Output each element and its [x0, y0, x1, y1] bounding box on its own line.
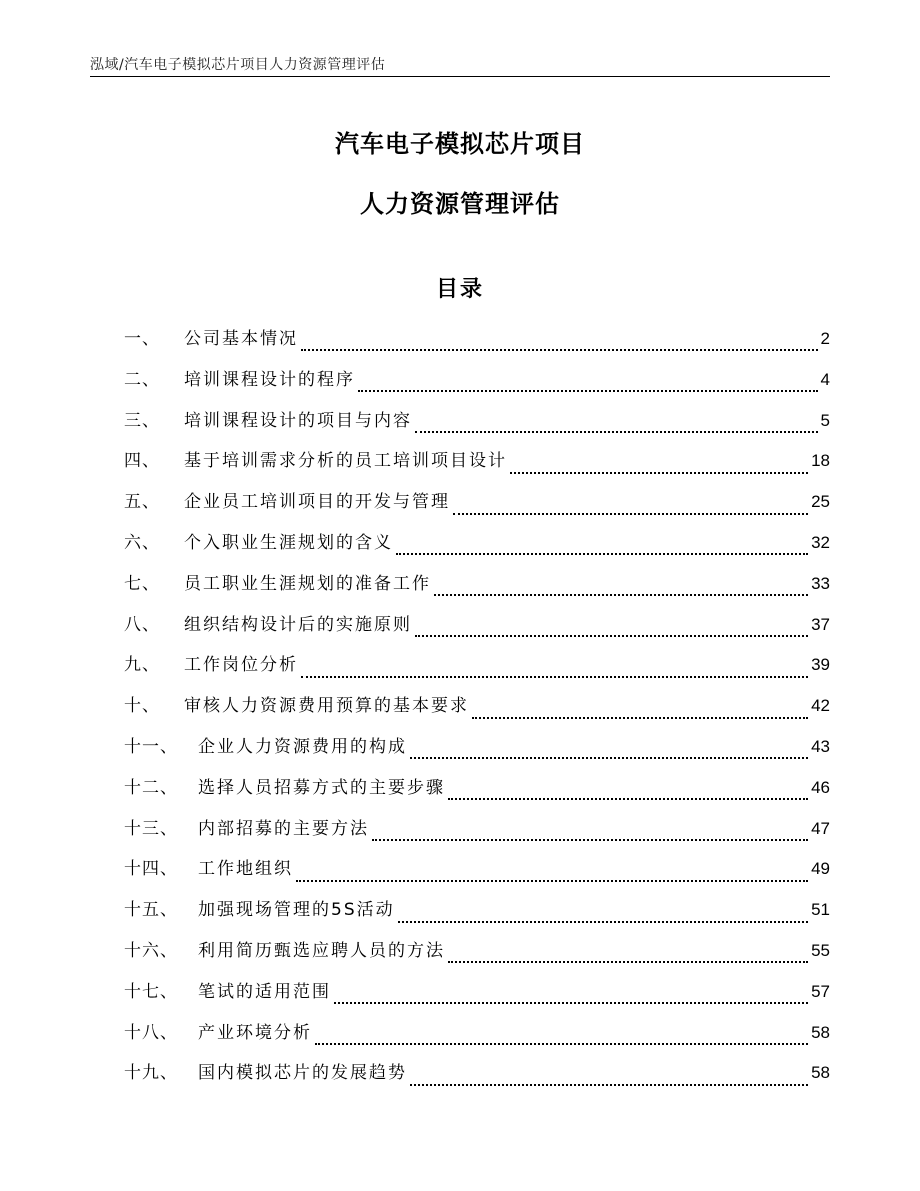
toc-dot-leader: [472, 717, 808, 719]
toc-entry-number: 一、: [124, 329, 160, 349]
toc-entry[interactable]: [124, 689, 830, 730]
toc-entry[interactable]: [124, 1056, 830, 1097]
toc-entry-number: 十一、: [124, 736, 178, 757]
toc-entry[interactable]: [124, 975, 830, 1016]
toc-entry-page: 47: [811, 818, 830, 838]
toc-dot-leader: [398, 921, 808, 923]
toc-entry[interactable]: [124, 485, 830, 526]
toc-entry-label: 工作岗位分析: [184, 655, 298, 676]
toc-entry-number: 十、: [124, 696, 160, 717]
toc-entry[interactable]: [124, 608, 830, 649]
toc-entry-label: 产业环境分析: [198, 1022, 312, 1043]
toc-dot-leader: [448, 961, 808, 963]
toc-entry-label: 国内模拟芯片的发展趋势: [198, 1063, 407, 1084]
toc-entry[interactable]: [124, 648, 830, 689]
toc-entry-page: 33: [811, 573, 830, 593]
toc-entry-page: 58: [811, 1063, 830, 1083]
toc-entry-label: 工作地组织: [198, 859, 293, 880]
toc-dot-leader: [415, 635, 808, 637]
toc-entry[interactable]: [124, 812, 830, 853]
toc-entry-page: 46: [811, 777, 830, 797]
toc-entry-label: 员工职业生涯规划的准备工作: [184, 573, 431, 594]
toc-entry-page: 2: [820, 329, 830, 348]
toc-entry-label: 公司基本情况: [184, 329, 298, 349]
toc-entry-page: 25: [811, 492, 830, 512]
toc-dot-leader: [296, 880, 808, 882]
toc-entry[interactable]: [124, 322, 830, 363]
toc-dot-leader: [410, 757, 808, 759]
toc-entry-label: 企业员工培训项目的开发与管理: [184, 492, 450, 513]
toc-dot-leader: [396, 553, 808, 555]
toc-entry-page: 43: [811, 736, 830, 756]
toc-entry-label: 利用简历甄选应聘人员的方法: [198, 940, 445, 961]
toc-entry-number: 十六、: [124, 940, 178, 961]
toc-entry-page: 57: [811, 981, 830, 1001]
toc-entry[interactable]: [124, 363, 830, 404]
toc-entry[interactable]: [124, 730, 830, 771]
toc-dot-leader: [415, 431, 818, 433]
toc-entry-page: 55: [811, 940, 830, 960]
toc-entry-page: 37: [811, 614, 830, 634]
toc-entry[interactable]: [124, 1016, 830, 1057]
toc-entry-page: 51: [811, 900, 830, 920]
toc-entry-label: 选择人员招募方式的主要步骤: [198, 777, 445, 798]
toc-entry-page: 5: [820, 410, 830, 430]
header-rule: [90, 76, 830, 77]
toc-dot-leader: [358, 390, 818, 392]
toc-entry[interactable]: [124, 852, 830, 893]
toc-entry-number: 十五、: [124, 900, 178, 921]
toc-entry-number: 五、: [124, 492, 160, 513]
toc-entry-page: 49: [811, 859, 830, 879]
toc-entry[interactable]: [124, 444, 830, 485]
toc-dot-leader: [301, 349, 818, 351]
toc-entry-number: 八、: [124, 614, 160, 635]
toc-entry[interactable]: [124, 893, 830, 934]
toc-entry-number: 三、: [124, 410, 160, 431]
toc-entry-label: 加强现场管理的5S活动: [198, 900, 395, 921]
toc-dot-leader: [334, 1002, 808, 1004]
toc-entry-number: 七、: [124, 573, 160, 594]
toc-entry-label: 个入职业生涯规划的含义: [184, 532, 393, 553]
toc-entry-label: 企业人力资源费用的构成: [198, 736, 407, 757]
document-title-line-2: 人力资源管理评估: [360, 190, 560, 218]
toc-entry-label: 培训课程设计的程序: [184, 369, 355, 390]
toc-entry-number: 十四、: [124, 859, 178, 880]
running-header: 泓域/汽车电子模拟芯片项目人力资源管理评估: [90, 57, 386, 73]
toc-entry[interactable]: [124, 934, 830, 975]
toc-dot-leader: [410, 1084, 808, 1086]
toc-entry-number: 十九、: [124, 1063, 178, 1084]
toc-entry-page: 39: [811, 655, 830, 675]
toc-entry-number: 十七、: [124, 981, 178, 1002]
toc-entry-number: 九、: [124, 655, 160, 676]
toc-entry-number: 十八、: [124, 1022, 178, 1043]
toc-entry-number: 十三、: [124, 818, 178, 839]
toc-dot-leader: [372, 839, 808, 841]
toc-entry-label: 笔试的适用范围: [198, 981, 331, 1002]
toc-entry-label: 基于培训需求分析的员工培训项目设计: [184, 451, 507, 472]
toc-entry-label: 内部招募的主要方法: [198, 818, 369, 839]
toc-entry-page: 4: [820, 369, 830, 389]
toc-entry-number: 二、: [124, 369, 160, 390]
toc-entry[interactable]: [124, 771, 830, 812]
toc-entry-label: 审核人力资源费用预算的基本要求: [184, 696, 469, 717]
toc-dot-leader: [510, 472, 808, 474]
toc-entry-label: 组织结构设计后的实施原则: [184, 614, 412, 635]
toc-dot-leader: [315, 1043, 808, 1045]
document-title-line-1: 汽车电子模拟芯片项目: [335, 130, 585, 158]
toc-entry[interactable]: [124, 526, 830, 567]
toc-entry-number: 十二、: [124, 777, 178, 798]
toc-entry-label: 培训课程设计的项目与内容: [184, 410, 412, 431]
toc-dot-leader: [453, 513, 808, 515]
toc-entry-page: 58: [811, 1022, 830, 1042]
toc-entry-page: 32: [811, 532, 830, 552]
toc-dot-leader: [301, 676, 808, 678]
table-of-contents: [124, 322, 830, 1097]
toc-dot-leader: [448, 798, 808, 800]
toc-entry-page: 18: [811, 451, 830, 471]
toc-heading: 目录: [435, 277, 484, 302]
toc-entry-number: 六、: [124, 532, 160, 553]
toc-entry-page: 42: [811, 696, 830, 716]
toc-entry[interactable]: [124, 404, 830, 445]
toc-entry-number: 四、: [124, 451, 160, 472]
toc-entry[interactable]: [124, 567, 830, 608]
toc-dot-leader: [434, 594, 808, 596]
